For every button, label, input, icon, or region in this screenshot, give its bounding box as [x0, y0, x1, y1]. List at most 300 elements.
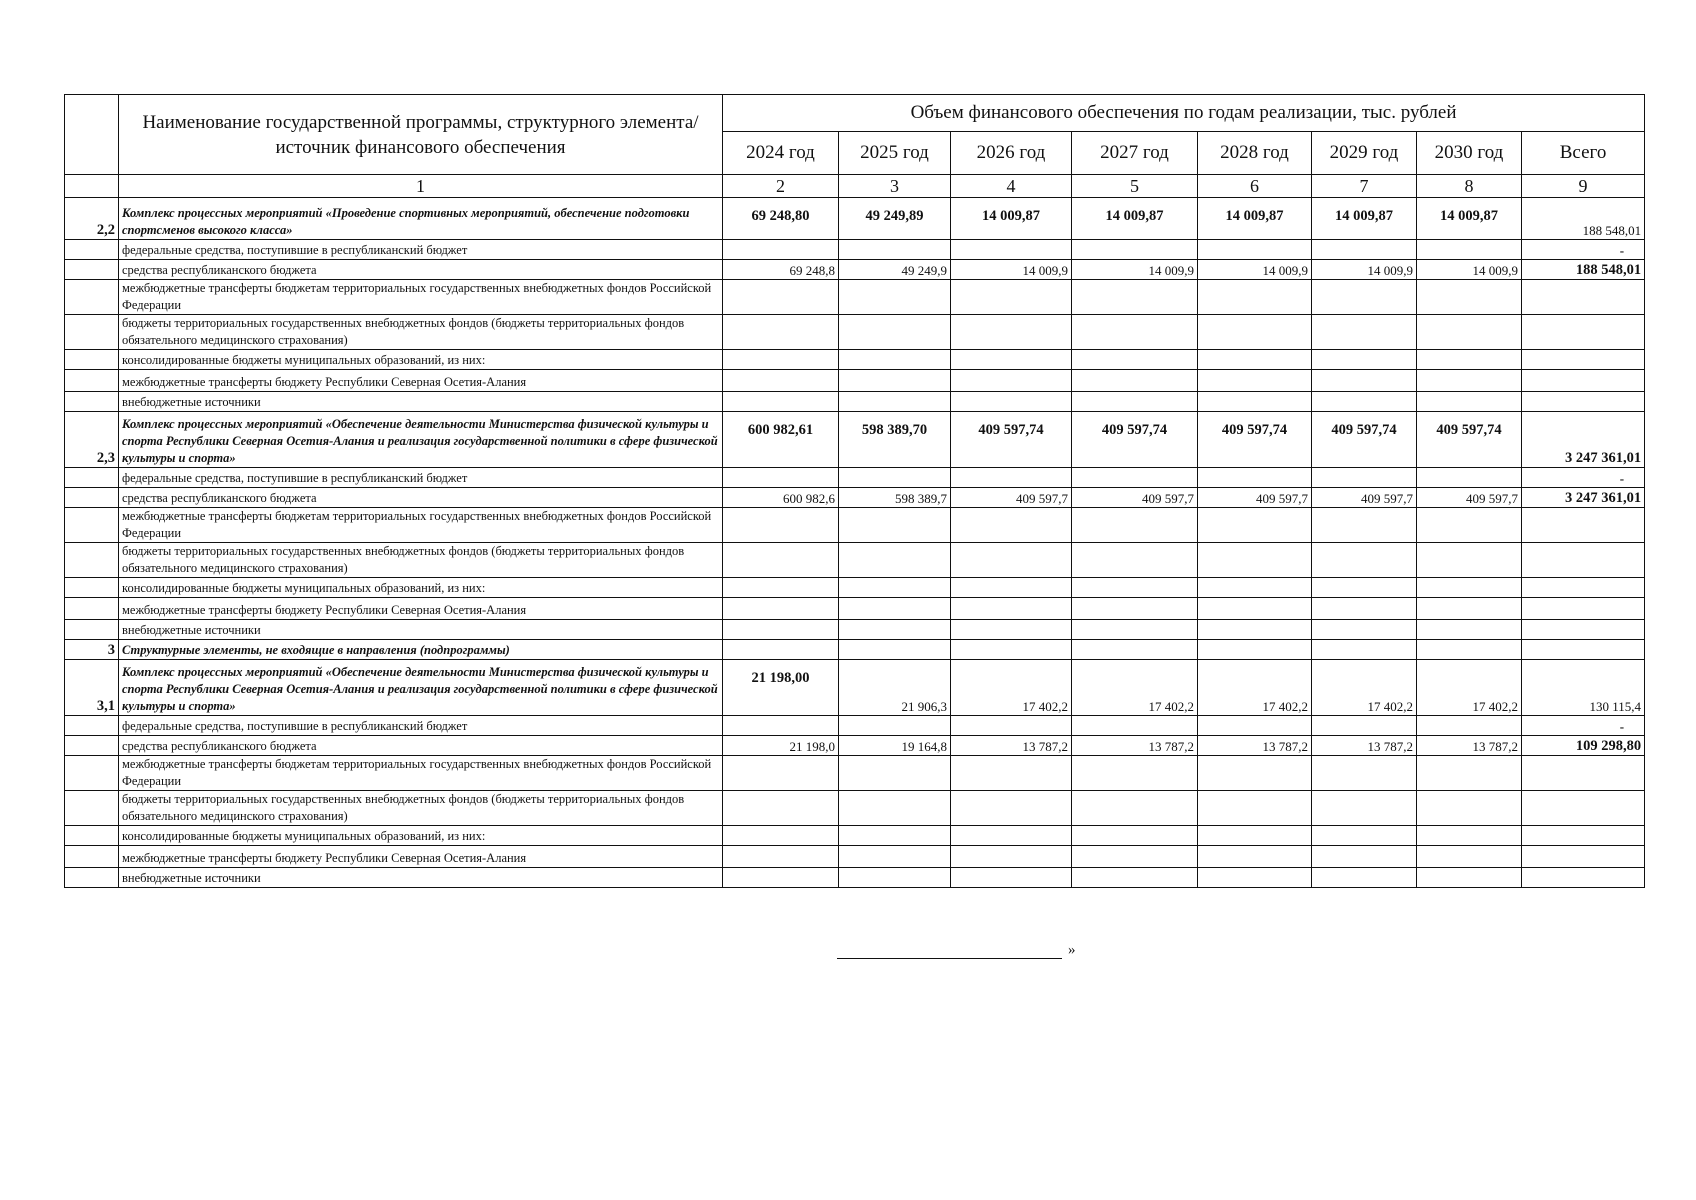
source-row [65, 280, 1645, 315]
column-number: 5 [1072, 175, 1198, 198]
column-number: 8 [1417, 175, 1522, 198]
value-cell: 14 009,87 [1417, 198, 1522, 240]
source-row [65, 370, 1645, 392]
value-cell [1198, 846, 1312, 868]
value-cell [723, 370, 839, 392]
value-cell [723, 240, 839, 260]
row-number [65, 280, 119, 315]
value-cell [1072, 598, 1198, 620]
column-number: 2 [723, 175, 839, 198]
value-cell [951, 240, 1072, 260]
value-cell [1417, 756, 1522, 791]
source-row [65, 392, 1645, 412]
value-cell [951, 543, 1072, 578]
value-cell [1072, 640, 1198, 660]
value-cell [1312, 716, 1417, 736]
value-cell [723, 598, 839, 620]
value-cell [951, 350, 1072, 370]
row-label: межбюджетные трансферты бюджетам территориальных государственных внебюджетных фондов Российской Федерации [119, 756, 723, 791]
value-cell [951, 620, 1072, 640]
source-row [65, 543, 1645, 578]
value-cell: 14 009,87 [1072, 198, 1198, 240]
value-cell [1312, 240, 1417, 260]
source-row [65, 508, 1645, 543]
total-cell [1522, 543, 1645, 578]
value-cell [1072, 370, 1198, 392]
value-cell [839, 791, 951, 826]
value-cell [839, 598, 951, 620]
value-cell [1072, 280, 1198, 315]
column-number-blank [65, 175, 119, 198]
value-cell [951, 392, 1072, 412]
row-label: Комплекс процессных мероприятий «Обеспечение деятельности Министерства физической культуры и спорта Республики Северная Осетия-Алания и реализация государственной политики в сфере физической культуры и спорта» [119, 660, 723, 716]
value-cell: 409 597,7 [951, 488, 1072, 508]
total-cell [1522, 756, 1645, 791]
row-label: Структурные элементы, не входящие в направления (подпрограммы) [119, 640, 723, 660]
value-cell [839, 392, 951, 412]
total-cell: 3 247 361,01 [1522, 488, 1645, 508]
section-row [65, 412, 1645, 468]
row-number [65, 315, 119, 350]
row-number: 2,3 [65, 412, 119, 468]
total-cell [1522, 598, 1645, 620]
row-label: консолидированные бюджеты муниципальных образований, из них: [119, 350, 723, 370]
column-number: 3 [839, 175, 951, 198]
value-cell [723, 716, 839, 736]
value-cell [1198, 315, 1312, 350]
value-cell [951, 846, 1072, 868]
column-number: 9 [1522, 175, 1645, 198]
value-cell: 600 982,61 [723, 412, 839, 468]
value-cell [1417, 640, 1522, 660]
value-cell [1417, 716, 1522, 736]
value-cell: 49 249,89 [839, 198, 951, 240]
year-header: 2029 год [1312, 132, 1417, 175]
value-cell [1072, 350, 1198, 370]
value-cell [1198, 350, 1312, 370]
value-cell [723, 868, 839, 888]
value-cell [1072, 826, 1198, 846]
value-cell [951, 468, 1072, 488]
row-number [65, 578, 119, 598]
value-cell: 409 597,7 [1072, 488, 1198, 508]
value-cell [1312, 620, 1417, 640]
value-cell [1312, 508, 1417, 543]
value-cell: 17 402,2 [1072, 660, 1198, 716]
year-header: 2024 год [723, 132, 839, 175]
value-cell [1072, 868, 1198, 888]
value-cell [1417, 846, 1522, 868]
value-cell [951, 791, 1072, 826]
row-label: бюджеты территориальных государственных внебюджетных фондов (бюджеты территориальных фондов обязательного медицинского страхования) [119, 543, 723, 578]
value-cell: 21 906,3 [839, 660, 951, 716]
source-row [65, 468, 1645, 488]
total-cell: 3 247 361,01 [1522, 412, 1645, 468]
value-cell [1312, 543, 1417, 578]
value-cell: 409 597,74 [1417, 412, 1522, 468]
value-cell: 409 597,7 [1312, 488, 1417, 508]
value-cell [1072, 716, 1198, 736]
value-cell: 409 597,74 [1312, 412, 1417, 468]
value-cell [839, 640, 951, 660]
value-cell [1198, 280, 1312, 315]
value-cell [1312, 370, 1417, 392]
value-cell [839, 350, 951, 370]
name-column-title: Наименование государственной программы, структурного элемента/источник финансового обеспечения [119, 95, 723, 175]
total-cell [1522, 578, 1645, 598]
value-cell [839, 543, 951, 578]
value-cell: 14 009,9 [1072, 260, 1198, 280]
total-cell [1522, 280, 1645, 315]
row-label: консолидированные бюджеты муниципальных образований, из них: [119, 826, 723, 846]
footer-rule [837, 958, 1062, 959]
value-cell [1198, 756, 1312, 791]
value-cell [1312, 826, 1417, 846]
value-cell [723, 791, 839, 826]
total-cell [1522, 791, 1645, 826]
value-cell [1312, 468, 1417, 488]
value-cell: 13 787,2 [1198, 736, 1312, 756]
value-cell: 409 597,74 [951, 412, 1072, 468]
value-cell [951, 640, 1072, 660]
value-cell [1312, 315, 1417, 350]
value-cell [1198, 826, 1312, 846]
row-number: 3,1 [65, 660, 119, 716]
section-row [65, 660, 1645, 716]
value-cell [1417, 791, 1522, 826]
value-cell: 13 787,2 [1312, 736, 1417, 756]
row-label: межбюджетные трансферты бюджетам территориальных государственных внебюджетных фондов Российской Федерации [119, 280, 723, 315]
value-cell [723, 468, 839, 488]
source-row [65, 260, 1645, 280]
value-cell [723, 640, 839, 660]
value-cell [839, 315, 951, 350]
value-cell: 49 249,9 [839, 260, 951, 280]
row-number [65, 620, 119, 640]
value-cell [1072, 392, 1198, 412]
row-number [65, 508, 119, 543]
value-cell [1312, 868, 1417, 888]
value-cell: 14 009,9 [1417, 260, 1522, 280]
row-label: средства республиканского бюджета [119, 736, 723, 756]
source-row [65, 315, 1645, 350]
value-cell [1198, 716, 1312, 736]
value-cell [839, 846, 951, 868]
total-header: Всего [1522, 132, 1645, 175]
value-cell [839, 508, 951, 543]
row-number [65, 468, 119, 488]
column-number: 1 [119, 175, 723, 198]
closing-quote: » [1068, 942, 1076, 958]
value-cell: 17 402,2 [1198, 660, 1312, 716]
total-cell: 188 548,01 [1522, 198, 1645, 240]
value-cell [723, 578, 839, 598]
value-cell: 409 597,7 [1417, 488, 1522, 508]
total-cell [1522, 826, 1645, 846]
row-number [65, 716, 119, 736]
column-number: 6 [1198, 175, 1312, 198]
value-cell: 14 009,9 [1312, 260, 1417, 280]
value-cell [839, 716, 951, 736]
value-cell [1417, 315, 1522, 350]
value-cell [951, 508, 1072, 543]
total-cell [1522, 508, 1645, 543]
section-row [65, 640, 1645, 660]
value-cell [1312, 640, 1417, 660]
value-cell [1198, 868, 1312, 888]
value-cell [839, 578, 951, 598]
value-cell [839, 620, 951, 640]
row-label: федеральные средства, поступившие в республиканский бюджет [119, 240, 723, 260]
value-cell [839, 826, 951, 846]
value-cell [1072, 846, 1198, 868]
value-cell [723, 508, 839, 543]
value-cell [1198, 370, 1312, 392]
value-cell [951, 716, 1072, 736]
value-cell [1417, 598, 1522, 620]
value-cell: 598 389,70 [839, 412, 951, 468]
column-number-row [65, 175, 1645, 198]
row-number [65, 260, 119, 280]
value-cell [1198, 543, 1312, 578]
value-cell [1417, 543, 1522, 578]
column-number: 7 [1312, 175, 1417, 198]
value-cell [1072, 315, 1198, 350]
row-number [65, 868, 119, 888]
row-number [65, 350, 119, 370]
value-cell [1072, 543, 1198, 578]
value-cell: 69 248,8 [723, 260, 839, 280]
total-cell: 188 548,01 [1522, 260, 1645, 280]
source-row [65, 846, 1645, 868]
value-cell: 14 009,87 [1312, 198, 1417, 240]
value-cell [1072, 240, 1198, 260]
value-cell: 14 009,87 [1198, 198, 1312, 240]
row-label: консолидированные бюджеты муниципальных образований, из них: [119, 578, 723, 598]
value-cell [839, 468, 951, 488]
total-cell [1522, 620, 1645, 640]
value-cell [1312, 791, 1417, 826]
value-cell: 19 164,8 [839, 736, 951, 756]
value-cell [1417, 240, 1522, 260]
value-cell: 409 597,74 [1198, 412, 1312, 468]
value-cell [723, 620, 839, 640]
value-cell [1072, 756, 1198, 791]
value-cell: 13 787,2 [951, 736, 1072, 756]
value-cell: 69 248,80 [723, 198, 839, 240]
total-cell [1522, 868, 1645, 888]
total-cell: 130 115,4 [1522, 660, 1645, 716]
value-cell [839, 370, 951, 392]
value-cell [723, 543, 839, 578]
value-cell: 17 402,2 [1417, 660, 1522, 716]
value-cell [1417, 350, 1522, 370]
source-row [65, 868, 1645, 888]
total-cell [1522, 392, 1645, 412]
source-row [65, 756, 1645, 791]
value-cell: 14 009,87 [951, 198, 1072, 240]
source-row [65, 578, 1645, 598]
source-row [65, 350, 1645, 370]
value-cell [951, 280, 1072, 315]
value-cell [723, 350, 839, 370]
row-number [65, 370, 119, 392]
value-cell [1072, 791, 1198, 826]
value-cell: 17 402,2 [951, 660, 1072, 716]
value-cell [951, 756, 1072, 791]
value-cell [1312, 598, 1417, 620]
row-number [65, 543, 119, 578]
value-cell [1312, 280, 1417, 315]
value-cell [839, 756, 951, 791]
value-cell [1198, 791, 1312, 826]
value-cell: 14 009,9 [1198, 260, 1312, 280]
row-label: Комплекс процессных мероприятий «Обеспечение деятельности Министерства физической культуры и спорта Республики Северная Осетия-Алания и реализация государственной политики в сфере физической культуры и спорта» [119, 412, 723, 468]
value-cell: 598 389,7 [839, 488, 951, 508]
value-cell: 13 787,2 [1417, 736, 1522, 756]
value-cell [951, 598, 1072, 620]
row-number: 2,2 [65, 198, 119, 240]
value-cell [1417, 280, 1522, 315]
row-label: межбюджетные трансферты бюджету Республики Северная Осетия-Алания [119, 846, 723, 868]
total-cell [1522, 640, 1645, 660]
source-row [65, 736, 1645, 756]
value-cell [723, 756, 839, 791]
value-cell [1312, 392, 1417, 412]
value-cell [839, 868, 951, 888]
value-cell: 13 787,2 [1072, 736, 1198, 756]
value-cell [1417, 392, 1522, 412]
section-row [65, 198, 1645, 240]
value-cell [1198, 392, 1312, 412]
financing-table [64, 94, 1645, 888]
source-row [65, 620, 1645, 640]
row-number [65, 826, 119, 846]
value-cell [1312, 846, 1417, 868]
value-cell [951, 315, 1072, 350]
row-label: средства республиканского бюджета [119, 260, 723, 280]
year-header: 2028 год [1198, 132, 1312, 175]
value-cell [1198, 578, 1312, 598]
value-cell [1312, 756, 1417, 791]
source-row [65, 598, 1645, 620]
row-number [65, 846, 119, 868]
value-cell [1198, 620, 1312, 640]
value-cell [723, 846, 839, 868]
value-cell [723, 826, 839, 846]
row-label: федеральные средства, поступившие в республиканский бюджет [119, 716, 723, 736]
value-cell [1417, 578, 1522, 598]
source-row [65, 488, 1645, 508]
source-row [65, 240, 1645, 260]
row-number [65, 392, 119, 412]
total-cell [1522, 350, 1645, 370]
value-cell: 14 009,9 [951, 260, 1072, 280]
total-cell [1522, 370, 1645, 392]
row-label: внебюджетные источники [119, 620, 723, 640]
value-cell [839, 240, 951, 260]
value-cell: 409 597,7 [1198, 488, 1312, 508]
value-cell [1198, 640, 1312, 660]
value-cell [1072, 578, 1198, 598]
year-header: 2025 год [839, 132, 951, 175]
header-row-1 [65, 95, 1645, 132]
source-row [65, 791, 1645, 826]
value-cell [951, 578, 1072, 598]
source-row [65, 716, 1645, 736]
row-number [65, 736, 119, 756]
value-cell [1417, 508, 1522, 543]
value-cell [839, 280, 951, 315]
value-cell [951, 868, 1072, 888]
row-label: внебюджетные источники [119, 868, 723, 888]
value-cell [1312, 350, 1417, 370]
value-cell [1072, 508, 1198, 543]
value-cell [723, 280, 839, 315]
value-cell [723, 315, 839, 350]
row-label: межбюджетные трансферты бюджету Республики Северная Осетия-Алания [119, 370, 723, 392]
source-row [65, 826, 1645, 846]
value-cell [1417, 620, 1522, 640]
row-label: средства республиканского бюджета [119, 488, 723, 508]
value-cell [1198, 598, 1312, 620]
total-cell: 109 298,80 [1522, 736, 1645, 756]
value-cell [1417, 826, 1522, 846]
value-cell: 21 198,0 [723, 736, 839, 756]
row-label: федеральные средства, поступившие в республиканский бюджет [119, 468, 723, 488]
row-number: 3 [65, 640, 119, 660]
value-cell: 600 982,6 [723, 488, 839, 508]
value-cell [1198, 468, 1312, 488]
value-cell: 21 198,00 [723, 660, 839, 716]
value-cell [951, 826, 1072, 846]
volume-title: Объем финансового обеспечения по годам реализации, тыс. рублей [723, 95, 1645, 132]
total-cell: - [1522, 240, 1645, 260]
value-cell [1198, 508, 1312, 543]
row-label: межбюджетные трансферты бюджетам территориальных государственных внебюджетных фондов Российской Федерации [119, 508, 723, 543]
row-number [65, 756, 119, 791]
total-cell: - [1522, 716, 1645, 736]
value-cell [1417, 468, 1522, 488]
year-header: 2030 год [1417, 132, 1522, 175]
value-cell [1072, 620, 1198, 640]
value-cell [1312, 578, 1417, 598]
column-number: 4 [951, 175, 1072, 198]
total-cell [1522, 315, 1645, 350]
value-cell [1417, 370, 1522, 392]
row-label: бюджеты территориальных государственных внебюджетных фондов (бюджеты территориальных фондов обязательного медицинского страхования) [119, 791, 723, 826]
value-cell [1198, 240, 1312, 260]
row-number [65, 791, 119, 826]
total-cell [1522, 846, 1645, 868]
value-cell [1417, 868, 1522, 888]
value-cell [723, 392, 839, 412]
value-cell: 17 402,2 [1312, 660, 1417, 716]
row-number [65, 240, 119, 260]
value-cell [951, 370, 1072, 392]
row-label: внебюджетные источники [119, 392, 723, 412]
year-header: 2026 год [951, 132, 1072, 175]
row-label: межбюджетные трансферты бюджету Республики Северная Осетия-Алания [119, 598, 723, 620]
header-num-cell [65, 95, 119, 175]
row-label: Комплекс процессных мероприятий «Проведение спортивных мероприятий, обеспечение подготовки спортсменов высокого класса» [119, 198, 723, 240]
value-cell [1072, 468, 1198, 488]
year-header: 2027 год [1072, 132, 1198, 175]
row-number [65, 598, 119, 620]
total-cell: - [1522, 468, 1645, 488]
row-number [65, 488, 119, 508]
row-label: бюджеты территориальных государственных внебюджетных фондов (бюджеты территориальных фондов обязательного медицинского страхования) [119, 315, 723, 350]
